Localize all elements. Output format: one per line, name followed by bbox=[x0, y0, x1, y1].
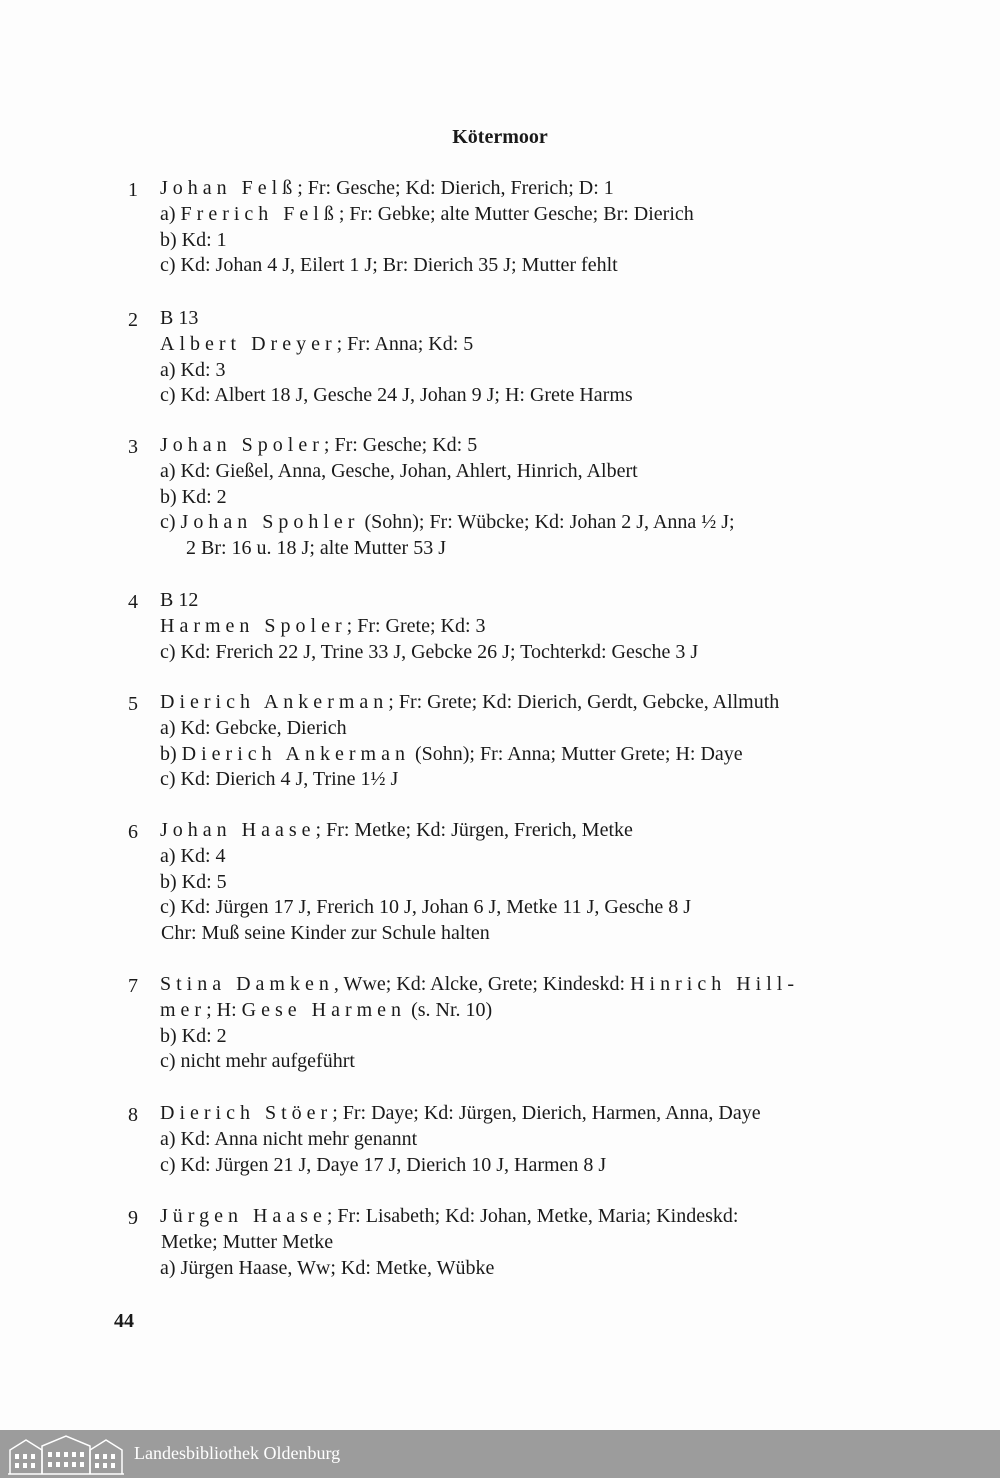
person-name: Harmen Spoler bbox=[160, 614, 347, 637]
line-text: a) Kd: Gießel, Anna, Gesche, Johan, Ahlert, Hinrich, Albert bbox=[160, 459, 638, 482]
line-text: a) Kd: Anna nicht mehr genannt bbox=[160, 1127, 418, 1150]
entry-number: 8 bbox=[128, 1104, 138, 1126]
entry-number: 1 bbox=[128, 179, 138, 201]
line-text: 2 Br: 16 u. 18 J; alte Mutter 53 J bbox=[186, 537, 446, 560]
person-name: Hinrich Hill- bbox=[630, 973, 799, 995]
line-text: ; Fr: Gebke; alte Mutter Gesche; Br: Dierich bbox=[338, 202, 694, 225]
person-name: Johan Spoler bbox=[160, 434, 324, 456]
person-name: Frerich Felß bbox=[180, 202, 339, 225]
line-text: ; Fr: Grete; Kd: 3 bbox=[346, 614, 486, 637]
entry-line bbox=[160, 613, 486, 639]
entry-line bbox=[160, 843, 226, 869]
entry-number: 7 bbox=[128, 975, 138, 997]
line-text: (Sohn); Fr: Wübcke; Kd: Johan 2 J, Anna ½ J; bbox=[359, 511, 735, 534]
line-text: a) Jürgen Haase, Ww; Kd: Metke, Wübke bbox=[160, 1256, 495, 1279]
line-text: B 12 bbox=[160, 589, 199, 611]
entry-number: 4 bbox=[128, 591, 138, 613]
person-name: Johan Spohler bbox=[180, 511, 360, 534]
entry-line bbox=[160, 1255, 494, 1281]
footer-bar bbox=[0, 1430, 1000, 1478]
line-text: c) Kd: Jürgen 17 J, Frerich 10 J, Johan 6 J, Metke 11 J, Gesche 8 J bbox=[160, 896, 692, 919]
line-text: ; Fr: Gesche; Kd: Dierich, Frerich; D: 1 bbox=[297, 177, 614, 199]
entry-line bbox=[160, 971, 799, 997]
line-text: b) Kd: 1 bbox=[160, 228, 227, 251]
entry-line bbox=[160, 305, 198, 331]
entry-line bbox=[160, 252, 618, 278]
library-building-icon bbox=[6, 1432, 126, 1476]
entry-line bbox=[160, 817, 633, 843]
entry-line bbox=[160, 894, 691, 920]
line-text: ; H: bbox=[206, 998, 242, 1021]
person-name: mer bbox=[160, 998, 207, 1021]
line-text: a) Kd: 4 bbox=[160, 844, 226, 867]
entry-number: 2 bbox=[128, 309, 138, 331]
line-text: ; Fr: Gesche; Kd: 5 bbox=[323, 434, 478, 456]
person-name: Johan Felß bbox=[160, 177, 298, 199]
entry-line bbox=[160, 458, 638, 484]
person-name: Dierich Ankerman bbox=[160, 691, 389, 713]
person-name: Gese Harmen bbox=[241, 998, 407, 1021]
line-text: (Sohn); Fr: Anna; Mutter Grete; H: Daye bbox=[409, 742, 743, 765]
person-name: Albert Dreyer bbox=[160, 332, 337, 355]
entry-line bbox=[160, 1100, 761, 1126]
line-text: b) Kd: 2 bbox=[160, 1024, 227, 1047]
page-number: 44 bbox=[114, 1310, 134, 1332]
entry-line bbox=[160, 357, 226, 383]
entry-line bbox=[160, 1048, 355, 1074]
line-text: c) nicht mehr aufgeführt bbox=[160, 1050, 355, 1073]
entry-line bbox=[160, 227, 227, 253]
entry-line bbox=[160, 1203, 738, 1229]
entry-line bbox=[160, 587, 198, 613]
entry-line bbox=[160, 766, 398, 792]
line-prefix: b) bbox=[160, 742, 182, 765]
line-text: a) Kd: Gebcke, Dierich bbox=[160, 716, 347, 739]
entry-number: 9 bbox=[128, 1207, 138, 1229]
line-text: , Wwe; Kd: Alcke, Grete; Kindeskd: bbox=[333, 973, 631, 995]
person-name: Jürgen Haase bbox=[160, 1205, 327, 1227]
line-text: B 13 bbox=[160, 307, 199, 329]
entry-line bbox=[160, 869, 227, 895]
entry-line bbox=[160, 201, 694, 227]
entry-line bbox=[161, 1229, 333, 1255]
entry-line bbox=[160, 741, 743, 767]
line-text: c) Kd: Frerich 22 J, Trine 33 J, Gebcke 26 J; Tochterkd: Gesche 3 J bbox=[160, 640, 699, 663]
person-name: Dierich Ankerman bbox=[181, 742, 410, 765]
person-name: Johan Haase bbox=[160, 819, 316, 841]
line-text: ; Fr: Daye; Kd: Jürgen, Dierich, Harmen, Anna, Daye bbox=[332, 1102, 761, 1124]
entry-number: 5 bbox=[128, 693, 138, 715]
entry-line bbox=[160, 432, 477, 458]
entry-line bbox=[160, 1023, 227, 1049]
line-text: b) Kd: 5 bbox=[160, 870, 227, 893]
line-text: ; Fr: Lisabeth; Kd: Johan, Metke, Maria; Kindeskd: bbox=[326, 1205, 739, 1227]
entry-line bbox=[186, 535, 446, 561]
line-text: ; Fr: Grete; Kd: Dierich, Gerdt, Gebcke, Allmuth bbox=[388, 691, 780, 713]
entry-line bbox=[160, 175, 614, 201]
person-name: Dierich Stöer bbox=[160, 1102, 333, 1124]
line-text: c) Kd: Albert 18 J, Gesche 24 J, Johan 9 J; H: Grete Harms bbox=[160, 384, 633, 407]
entry-line bbox=[160, 639, 698, 665]
entry-line bbox=[160, 509, 735, 535]
line-text: c) Kd: Jürgen 21 J, Daye 17 J, Dierich 10 J, Harmen 8 J bbox=[160, 1153, 607, 1176]
line-text: ; Fr: Metke; Kd: Jürgen, Frerich, Metke bbox=[315, 819, 633, 841]
entry-number: 3 bbox=[128, 436, 138, 458]
footer-label: Landesbibliothek Oldenburg bbox=[134, 1443, 341, 1463]
entry-line bbox=[160, 715, 347, 741]
line-text: c) Kd: Dierich 4 J, Trine 1½ J bbox=[160, 768, 399, 791]
line-text: c) Kd: Johan 4 J, Eilert 1 J; Br: Dierich 35 J; Mutter fehlt bbox=[160, 254, 618, 277]
page-title: Kötermoor bbox=[452, 126, 548, 148]
line-text: ; Fr: Anna; Kd: 5 bbox=[336, 332, 474, 355]
entry-line bbox=[160, 997, 492, 1023]
entry-line bbox=[160, 689, 779, 715]
entry-line bbox=[160, 1126, 417, 1152]
person-name: Stina Damken bbox=[160, 973, 334, 995]
entry-line bbox=[160, 484, 227, 510]
entry-line bbox=[160, 331, 473, 357]
line-text: b) Kd: 2 bbox=[160, 485, 227, 508]
line-text: Chr: Muß seine Kinder zur Schule halten bbox=[161, 922, 490, 945]
entry-line bbox=[160, 1152, 606, 1178]
entry-number: 6 bbox=[128, 821, 138, 843]
entry-line bbox=[160, 382, 633, 408]
entry-line bbox=[161, 920, 490, 946]
line-prefix: c) bbox=[160, 511, 181, 534]
line-text: a) Kd: 3 bbox=[160, 358, 226, 381]
line-text: Metke; Mutter Metke bbox=[161, 1230, 334, 1253]
line-text: (s. Nr. 10) bbox=[406, 998, 493, 1021]
line-prefix: a) bbox=[160, 202, 181, 225]
